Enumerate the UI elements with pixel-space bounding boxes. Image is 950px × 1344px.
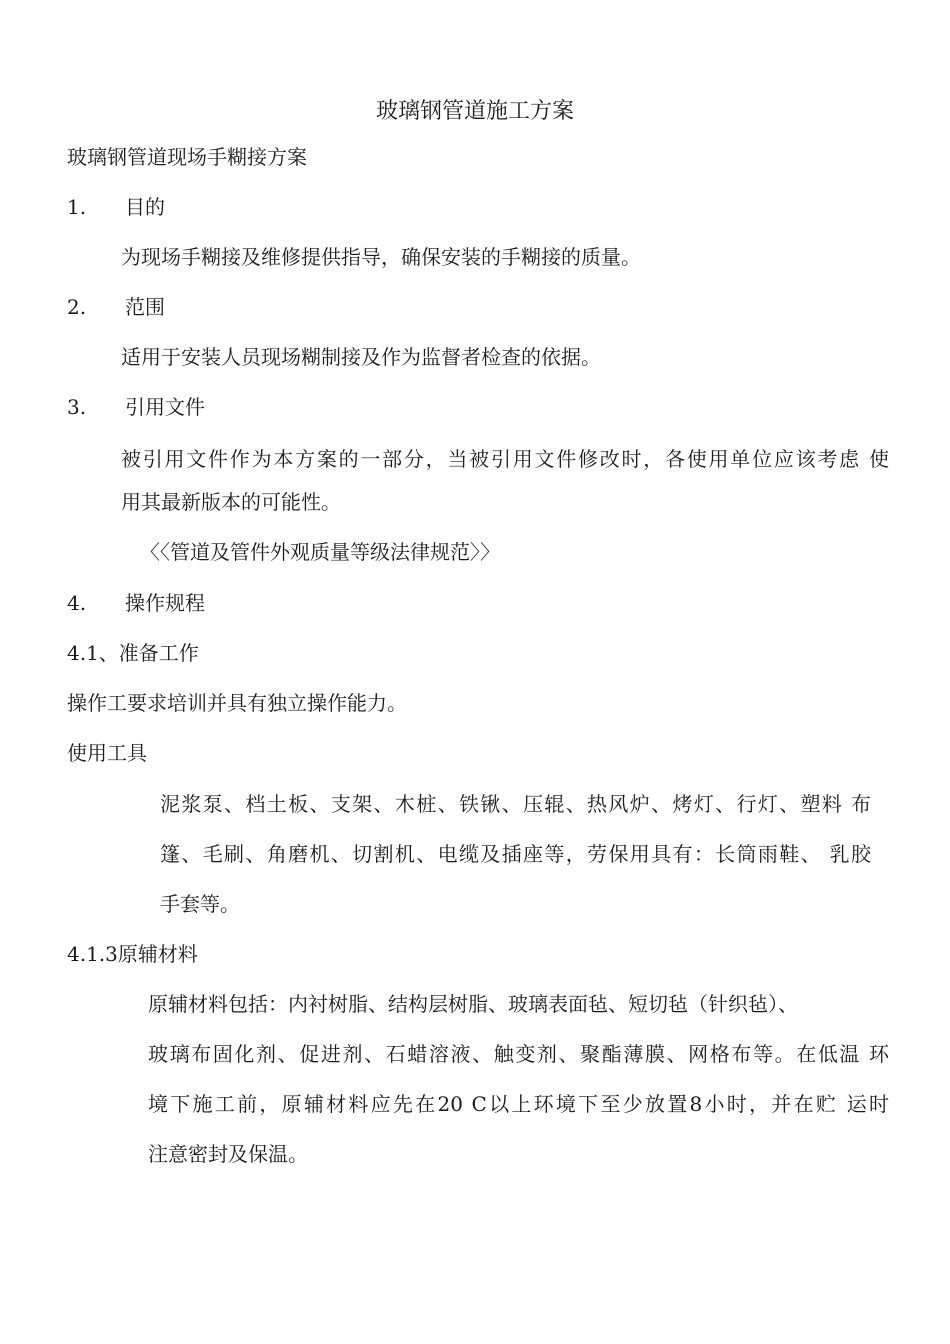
tools-line-1: 泥浆泵、档土板、支架、木桩、铁锹、压辊、热风炉、烤灯、行灯、塑料 布 xyxy=(160,792,871,816)
tools-line-3: 手套等。 xyxy=(160,892,240,916)
section-4-number: 4. xyxy=(67,591,87,615)
section-4-1-heading: 4.1、准备工作 xyxy=(67,641,199,665)
section-2-title: 范围 xyxy=(125,295,165,319)
referenced-standard: 〈〈管道及管件外观质量等级法律规范〉〉 xyxy=(140,540,500,564)
operator-requirement: 操作工要求培训并具有独立操作能力。 xyxy=(67,691,407,715)
section-2-number: 2. xyxy=(67,295,87,319)
tools-line-2: 篷、毛刷、角磨机、切割机、电缆及插座等，劳保用具有：长筒雨鞋、 乳胶 xyxy=(160,842,871,866)
materials-line-1: 原辅材料包括：内衬树脂、结构层树脂、玻璃表面毡、短切毡（针织毡）、 xyxy=(148,992,798,1016)
tools-heading: 使用工具 xyxy=(67,741,147,765)
section-3-number: 3. xyxy=(67,395,87,419)
section-1-number: 1. xyxy=(67,195,87,219)
section-3-body-line-1: 被引用文件作为本方案的一部分，当被引用文件修改时，各使用单位应该考虑 使 xyxy=(121,447,889,471)
section-4-heading xyxy=(67,589,205,617)
document-subtitle: 玻璃钢管道现场手糊接方案 xyxy=(67,145,307,169)
page-title: 玻璃钢管道施工方案 xyxy=(375,99,574,124)
section-4-title: 操作规程 xyxy=(125,591,205,615)
section-1-title: 目的 xyxy=(125,195,165,219)
section-4-1-3-heading: 4.1.3原辅材料 xyxy=(67,942,198,966)
materials-line-3: 境下施工前，原辅材料应先在20 C以上环境下至少放置8小时，并在贮 运时 xyxy=(148,1092,889,1116)
section-3-title: 引用文件 xyxy=(125,395,205,419)
section-2-body: 适用于安装人员现场糊制接及作为监督者检查的依据。 xyxy=(121,345,601,369)
section-3-body-line-2: 用其最新版本的可能性。 xyxy=(121,490,341,514)
materials-line-2: 玻璃布固化剂、促进剂、石蜡溶液、触变剂、聚酯薄膜、网格布等。在低温 环 xyxy=(148,1042,889,1066)
materials-line-4: 注意密封及保温。 xyxy=(148,1142,308,1166)
section-1-body: 为现场手糊接及维修提供指导，确保安装的手糊接的质量。 xyxy=(121,245,641,269)
section-3-heading xyxy=(67,393,205,421)
section-2-heading xyxy=(67,293,165,321)
section-1-heading xyxy=(67,193,165,221)
